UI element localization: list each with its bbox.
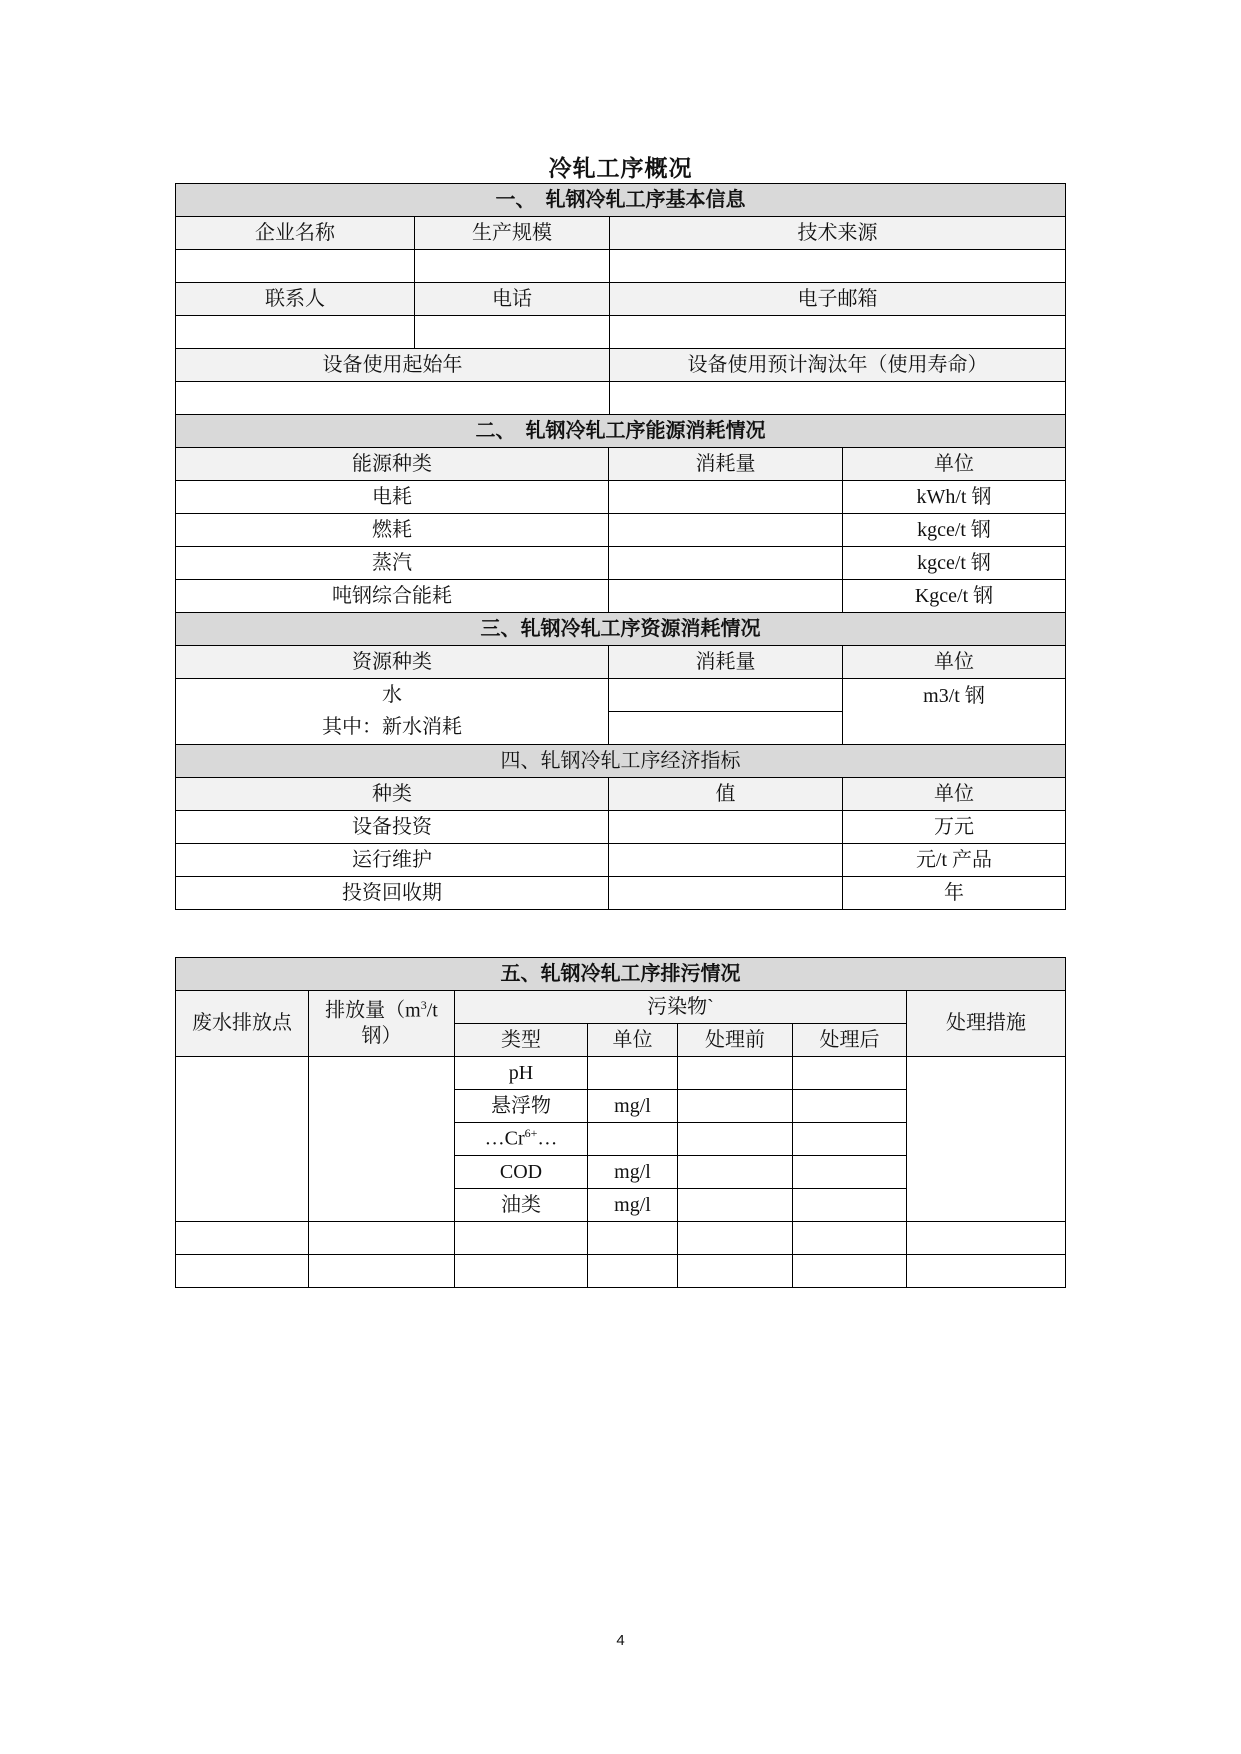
input-extra-pollutant-type[interactable] xyxy=(455,1222,588,1255)
header-equipment-start-year: 设备使用起始年 xyxy=(176,349,610,382)
input-extra-treatment[interactable] xyxy=(907,1222,1066,1255)
header-company-name: 企业名称 xyxy=(176,217,415,250)
input-chromium-after[interactable] xyxy=(793,1123,907,1156)
header-resource-type: 资源种类 xyxy=(176,646,609,679)
header-resource-consumption: 消耗量 xyxy=(609,646,843,679)
input-equipment-start-year[interactable] xyxy=(176,382,610,415)
section-4-heading: 四、轧钢冷轧工序经济指标 xyxy=(176,745,1066,778)
energy-unit-electricity: kWh/t 钢 xyxy=(843,481,1066,514)
input-electricity-consumption[interactable] xyxy=(609,481,843,514)
pollutant-unit-suspended-solids: mg/l xyxy=(588,1090,678,1123)
table-row xyxy=(176,1255,1066,1288)
economic-unit-payback-period: 年 xyxy=(843,877,1066,910)
pollutant-unit-oil: mg/l xyxy=(588,1189,678,1222)
input-extra-discharge-point[interactable] xyxy=(176,1255,309,1288)
table-row xyxy=(176,1222,1066,1255)
energy-name-electricity: 电耗 xyxy=(176,481,609,514)
header-energy-type: 能源种类 xyxy=(176,448,609,481)
resource-unit-water: m3/t 钢 xyxy=(843,679,1066,745)
energy-name-steam: 蒸汽 xyxy=(176,547,609,580)
input-operation-maintenance[interactable] xyxy=(609,844,843,877)
input-extra-before[interactable] xyxy=(678,1222,793,1255)
header-phone: 电话 xyxy=(415,283,610,316)
header-pollutant-type: 类型 xyxy=(455,1024,588,1057)
header-energy-unit: 单位 xyxy=(843,448,1066,481)
header-contact-person: 联系人 xyxy=(176,283,415,316)
header-pollutant-unit: 单位 xyxy=(588,1024,678,1057)
input-technology-source[interactable] xyxy=(610,250,1066,283)
input-extra-discharge-amount[interactable] xyxy=(309,1255,455,1288)
input-ph-after[interactable] xyxy=(793,1057,907,1090)
input-extra-after[interactable] xyxy=(793,1255,907,1288)
section-2-heading: 二、 轧钢冷轧工序能源消耗情况 xyxy=(176,415,1066,448)
pollutant-unit-chromium xyxy=(588,1123,678,1156)
input-extra-pollutant-type[interactable] xyxy=(455,1255,588,1288)
pollutant-type-oil: 油类 xyxy=(455,1189,588,1222)
input-equipment-retire-year[interactable] xyxy=(610,382,1066,415)
discharge-amount-label-sup: 3 xyxy=(420,998,427,1013)
pollutant-type-chromium xyxy=(455,1123,588,1156)
section-3-heading: 三、轧钢冷轧工序资源消耗情况 xyxy=(176,613,1066,646)
input-production-scale[interactable] xyxy=(415,250,610,283)
emission-table xyxy=(175,957,1066,1288)
input-equipment-investment[interactable] xyxy=(609,811,843,844)
input-company-name[interactable] xyxy=(176,250,415,283)
input-email[interactable] xyxy=(610,316,1066,349)
pollutant-type-suspended-solids: 悬浮物 xyxy=(455,1090,588,1123)
section-1-heading: 一、 轧钢冷轧工序基本信息 xyxy=(176,184,1066,217)
header-technology-source: 技术来源 xyxy=(610,217,1066,250)
header-economic-value: 值 xyxy=(609,778,843,811)
input-oil-after[interactable] xyxy=(793,1189,907,1222)
pollutant-unit-cod: mg/l xyxy=(588,1156,678,1189)
input-oil-before[interactable] xyxy=(678,1189,793,1222)
input-extra-pollutant-unit[interactable] xyxy=(588,1222,678,1255)
header-discharge-amount xyxy=(309,991,455,1057)
economic-unit-equipment-investment: 万元 xyxy=(843,811,1066,844)
page-title: 冷轧工序概况 xyxy=(548,156,693,181)
input-payback-period[interactable] xyxy=(609,877,843,910)
input-steam-consumption[interactable] xyxy=(609,547,843,580)
input-extra-discharge-amount[interactable] xyxy=(309,1222,455,1255)
pollutant-type-ph: pH xyxy=(455,1057,588,1090)
energy-unit-total: Kgce/t 钢 xyxy=(843,580,1066,613)
header-economic-unit: 单位 xyxy=(843,778,1066,811)
header-discharge-point: 废水排放点 xyxy=(176,991,309,1057)
chromium-label-suffix: … xyxy=(537,1127,558,1150)
input-suspended-solids-before[interactable] xyxy=(678,1090,793,1123)
discharge-amount-label-c: 钢） xyxy=(361,1024,402,1047)
input-extra-after[interactable] xyxy=(793,1222,907,1255)
input-ph-before[interactable] xyxy=(678,1057,793,1090)
input-chromium-before[interactable] xyxy=(678,1123,793,1156)
pollutant-unit-ph xyxy=(588,1057,678,1090)
header-economic-type: 种类 xyxy=(176,778,609,811)
input-contact-person[interactable] xyxy=(176,316,415,349)
overview-table xyxy=(175,183,1066,910)
input-total-energy-consumption[interactable] xyxy=(609,580,843,613)
section-5-heading: 五、轧钢冷轧工序排污情况 xyxy=(176,958,1066,991)
economic-name-operation-maintenance: 运行维护 xyxy=(176,844,609,877)
input-extra-before[interactable] xyxy=(678,1255,793,1288)
page-number: 4 xyxy=(616,1632,625,1649)
energy-name-total: 吨钢综合能耗 xyxy=(176,580,609,613)
economic-name-equipment-investment: 设备投资 xyxy=(176,811,609,844)
input-discharge-amount[interactable] xyxy=(309,1057,455,1222)
input-treatment-measures[interactable] xyxy=(907,1057,1066,1222)
header-email: 电子邮箱 xyxy=(610,283,1066,316)
header-before-treatment: 处理前 xyxy=(678,1024,793,1057)
chromium-label-sup: 6+ xyxy=(524,1126,538,1141)
resource-name-fresh-water: 其中：新水消耗 xyxy=(176,712,609,745)
header-pollutant: 污染物` xyxy=(455,991,907,1024)
input-water-consumption[interactable] xyxy=(609,679,843,712)
input-extra-discharge-point[interactable] xyxy=(176,1222,309,1255)
header-energy-consumption: 消耗量 xyxy=(609,448,843,481)
input-fuel-consumption[interactable] xyxy=(609,514,843,547)
header-equipment-retire-year: 设备使用预计淘汰年（使用寿命） xyxy=(610,349,1066,382)
economic-unit-operation-maintenance: 元/t 产品 xyxy=(843,844,1066,877)
header-production-scale: 生产规模 xyxy=(415,217,610,250)
input-suspended-solids-after[interactable] xyxy=(793,1090,907,1123)
chromium-label: …Cr xyxy=(484,1127,525,1150)
header-treatment-measures: 处理措施 xyxy=(907,991,1066,1057)
header-after-treatment: 处理后 xyxy=(793,1024,907,1057)
input-cod-after[interactable] xyxy=(793,1156,907,1189)
economic-name-payback-period: 投资回收期 xyxy=(176,877,609,910)
input-extra-treatment[interactable] xyxy=(907,1255,1066,1288)
discharge-amount-label-a: 排放量（m xyxy=(325,999,421,1022)
energy-name-fuel: 燃耗 xyxy=(176,514,609,547)
input-extra-pollutant-unit[interactable] xyxy=(588,1255,678,1288)
input-cod-before[interactable] xyxy=(678,1156,793,1189)
input-phone[interactable] xyxy=(415,316,610,349)
energy-unit-steam: kgce/t 钢 xyxy=(843,547,1066,580)
input-fresh-water-consumption[interactable] xyxy=(609,712,843,745)
header-resource-unit: 单位 xyxy=(843,646,1066,679)
resource-name-water: 水 xyxy=(176,679,609,712)
pollutant-type-cod: COD xyxy=(455,1156,588,1189)
discharge-amount-label-b: /t xyxy=(426,999,438,1022)
input-discharge-point[interactable] xyxy=(176,1057,309,1222)
energy-unit-fuel: kgce/t 钢 xyxy=(843,514,1066,547)
